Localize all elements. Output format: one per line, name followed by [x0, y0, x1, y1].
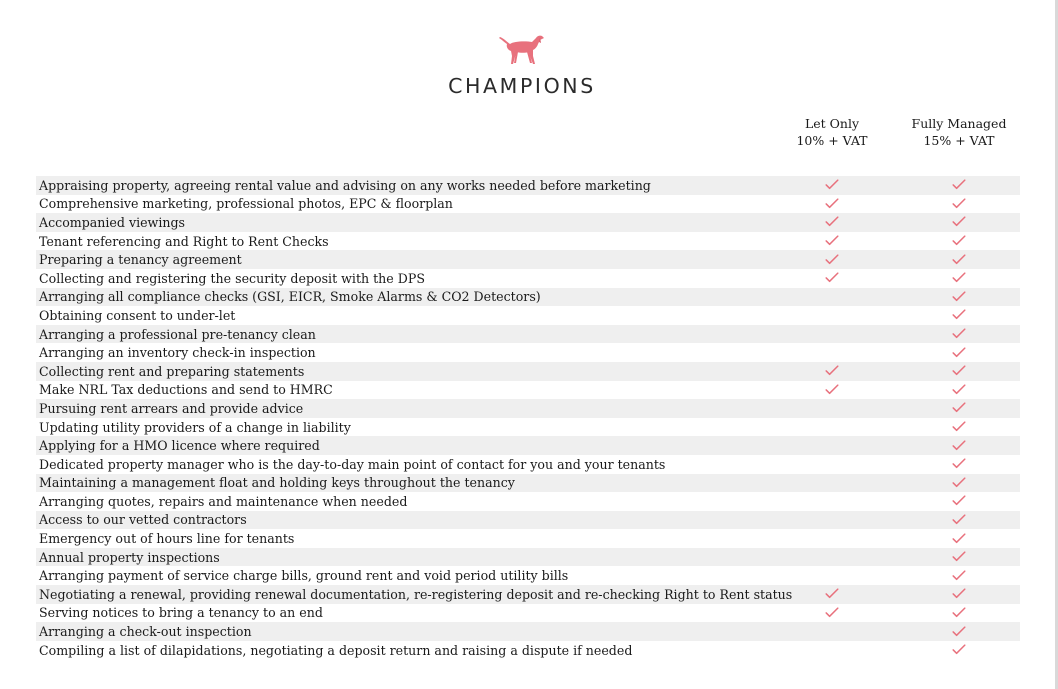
brand-logo [436, 30, 608, 98]
service-label: Collecting rent and preparing statements [39, 363, 305, 379]
service-label: Serving notices to bring a tenancy to an end [39, 605, 323, 621]
service-label: Updating utility providers of a change in liability [39, 419, 351, 435]
services-table [36, 176, 1020, 659]
table-row [36, 511, 1020, 530]
fully-managed-check-icon [952, 458, 966, 470]
column-header-fully-managed [898, 115, 1020, 149]
table-row [36, 232, 1020, 251]
let-only-check-icon [825, 365, 839, 377]
service-label: Arranging a professional pre-tenancy clean [39, 326, 316, 342]
fully-managed-check-icon [952, 532, 966, 544]
fully-managed-check-icon [952, 551, 966, 563]
fully-managed-check-icon [952, 328, 966, 340]
fully-managed-check-icon [952, 476, 966, 488]
fully-managed-check-icon [952, 272, 966, 284]
let-only-check-icon [825, 588, 839, 600]
table-row [36, 176, 1020, 195]
let-only-price: 10% + VAT [796, 133, 868, 148]
service-label: Arranging a check-out inspection [39, 624, 252, 640]
service-label: Arranging all compliance checks (GSI, EICR, Smoke Alarms & CO2 Detectors) [39, 289, 541, 305]
table-row [36, 213, 1020, 232]
fully-managed-check-icon [952, 197, 966, 209]
table-row [36, 529, 1020, 548]
service-label: Arranging an inventory check-in inspection [39, 345, 316, 361]
let-only-title: Let Only [804, 116, 860, 131]
fully-managed-check-icon [952, 290, 966, 302]
table-row [36, 641, 1020, 660]
fully-managed-check-icon [952, 365, 966, 377]
service-label: Tenant referencing and Right to Rent Checks [39, 233, 329, 249]
fully-managed-check-icon [952, 402, 966, 414]
service-label: Appraising property, agreeing rental value and advising on any works needed before marketing [39, 177, 651, 193]
fully-managed-check-icon [952, 421, 966, 433]
table-row [36, 306, 1020, 325]
table-row [36, 362, 1020, 381]
pointer-dog-icon [496, 30, 548, 70]
service-label: Preparing a tenancy agreement [39, 252, 242, 268]
table-row [36, 250, 1020, 269]
fully-managed-check-icon [952, 644, 966, 656]
let-only-check-icon [825, 383, 839, 395]
fully-managed-price: 15% + VAT [923, 133, 995, 148]
table-row [36, 195, 1020, 214]
fully-managed-check-icon [952, 606, 966, 618]
service-label: Dedicated property manager who is the day-to-day main point of contact for you and your tenants [39, 456, 666, 472]
service-label: Annual property inspections [39, 549, 220, 565]
fully-managed-check-icon [952, 179, 966, 191]
fully-managed-check-icon [952, 383, 966, 395]
service-label: Maintaining a management float and holding keys throughout the tenancy [39, 475, 515, 491]
service-label: Pursuing rent arrears and provide advice [39, 400, 304, 416]
service-label: Emergency out of hours line for tenants [39, 531, 295, 547]
fully-managed-check-icon [952, 625, 966, 637]
column-header-let-only [782, 115, 882, 149]
table-row [36, 325, 1020, 344]
service-label: Accompanied viewings [39, 214, 185, 230]
fully-managed-check-icon [952, 514, 966, 526]
table-row [36, 288, 1020, 307]
fully-managed-check-icon [952, 569, 966, 581]
let-only-check-icon [825, 197, 839, 209]
let-only-check-icon [825, 235, 839, 247]
fully-managed-title: Fully Managed [911, 116, 1007, 131]
fully-managed-check-icon [952, 235, 966, 247]
service-label: Arranging quotes, repairs and maintenance when needed [39, 493, 408, 509]
table-row [36, 492, 1020, 511]
brand-name: CHAMPIONS [448, 74, 596, 98]
table-row [36, 622, 1020, 641]
let-only-check-icon [825, 216, 839, 228]
table-row [36, 548, 1020, 567]
table-row [36, 343, 1020, 362]
service-label: Compiling a list of dilapidations, negotiating a deposit return and raising a dispute if needed [39, 642, 633, 658]
fully-managed-check-icon [952, 588, 966, 600]
table-row [36, 436, 1020, 455]
let-only-check-icon [825, 253, 839, 265]
table-row [36, 418, 1020, 437]
service-label: Arranging payment of service charge bills, ground rent and void period utility bills [39, 568, 569, 584]
fully-managed-check-icon [952, 253, 966, 265]
service-label: Negotiating a renewal, providing renewal documentation, re-registering deposit and re-checking Right to Rent status [39, 586, 793, 602]
table-row [36, 269, 1020, 288]
let-only-check-icon [825, 272, 839, 284]
table-row [36, 604, 1020, 623]
fully-managed-check-icon [952, 216, 966, 228]
service-label: Applying for a HMO licence where required [39, 438, 320, 454]
service-label: Make NRL Tax deductions and send to HMRC [39, 382, 333, 398]
let-only-check-icon [825, 606, 839, 618]
table-row [36, 566, 1020, 585]
table-row [36, 474, 1020, 493]
fully-managed-check-icon [952, 346, 966, 358]
service-label: Comprehensive marketing, professional photos, EPC & floorplan [39, 196, 453, 212]
table-row [36, 455, 1020, 474]
service-label: Obtaining consent to under-let [39, 307, 236, 323]
service-label: Collecting and registering the security deposit with the DPS [39, 270, 425, 286]
let-only-check-icon [825, 179, 839, 191]
fully-managed-check-icon [952, 439, 966, 451]
table-row [36, 585, 1020, 604]
table-row [36, 399, 1020, 418]
fully-managed-check-icon [952, 309, 966, 321]
table-row [36, 381, 1020, 400]
service-label: Access to our vetted contractors [39, 512, 247, 528]
fully-managed-check-icon [952, 495, 966, 507]
